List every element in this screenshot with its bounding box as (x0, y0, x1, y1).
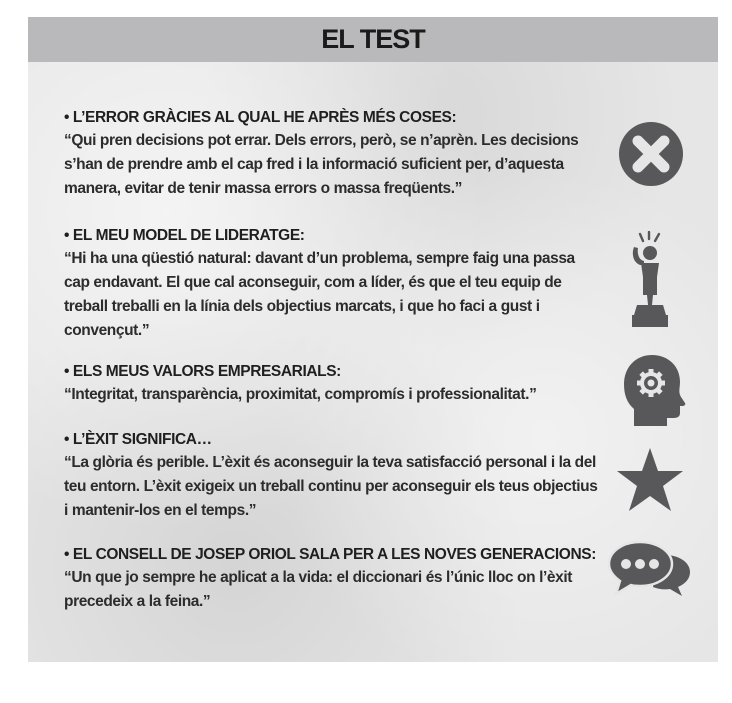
section-heading: • EL MEU MODEL DE LIDERATGE: (64, 227, 305, 244)
section-heading: • ELS MEUS VALORS EMPRESARIALS: (64, 363, 341, 380)
section-text: “Integritat, transparència, proximitat, compromís i professionalitat.” (64, 386, 537, 403)
section-text: “Un que jo sempre he aplicat a la vida: el diccionari és l’únic lloc on l’èxit precedeix a la feina.” (64, 569, 573, 610)
section-text: “Qui pren decisions pot errar. Dels errors, però, se n’aprèn. Les decisions s’han de prendre amb el cap fred i la informació suficient per, d’aquesta manera, evitar de tenir massa errors o massa freqüents.” (64, 132, 579, 197)
section-text: “La glòria és perible. L’èxit és aconseguir la teva satisfacció personal i la del teu entorn. L’èxit exigeix un treball continu per aconseguir els teus objectius i mantenir-los en el temps.” (64, 454, 598, 519)
page-title: EL TEST (321, 24, 425, 54)
leader-trophy-icon (626, 231, 674, 329)
section-heading: • L’ÈXIT SIGNIFICA… (64, 431, 212, 448)
speech-bubbles-icon (608, 541, 692, 597)
section-heading: • EL CONSELL DE JOSEP ORIOL SALA PER A LES NOVES GENERACIONS: (64, 546, 596, 563)
test-panel (28, 17, 718, 662)
section-advice (64, 544, 624, 614)
section-success (64, 429, 604, 523)
star-icon (616, 447, 684, 513)
section-text: “Hi ha una qüestió natural: davant d’un problema, sempre faig una passa cap endavant. El que cal aconseguir, com a líder, és que el teu equip de treball treballi en la línia dels objectius marcats, i que ho faci a gust i convençut.” (64, 250, 575, 339)
head-gear-icon (622, 353, 686, 427)
section-values (64, 361, 604, 407)
section-heading: • L’ERROR GRÀCIES AL QUAL HE APRÈS MÉS COSES: (64, 109, 457, 126)
section-error (64, 107, 604, 201)
header-bar (28, 17, 718, 62)
x-circle-icon (618, 121, 684, 187)
section-leadership (64, 225, 604, 343)
